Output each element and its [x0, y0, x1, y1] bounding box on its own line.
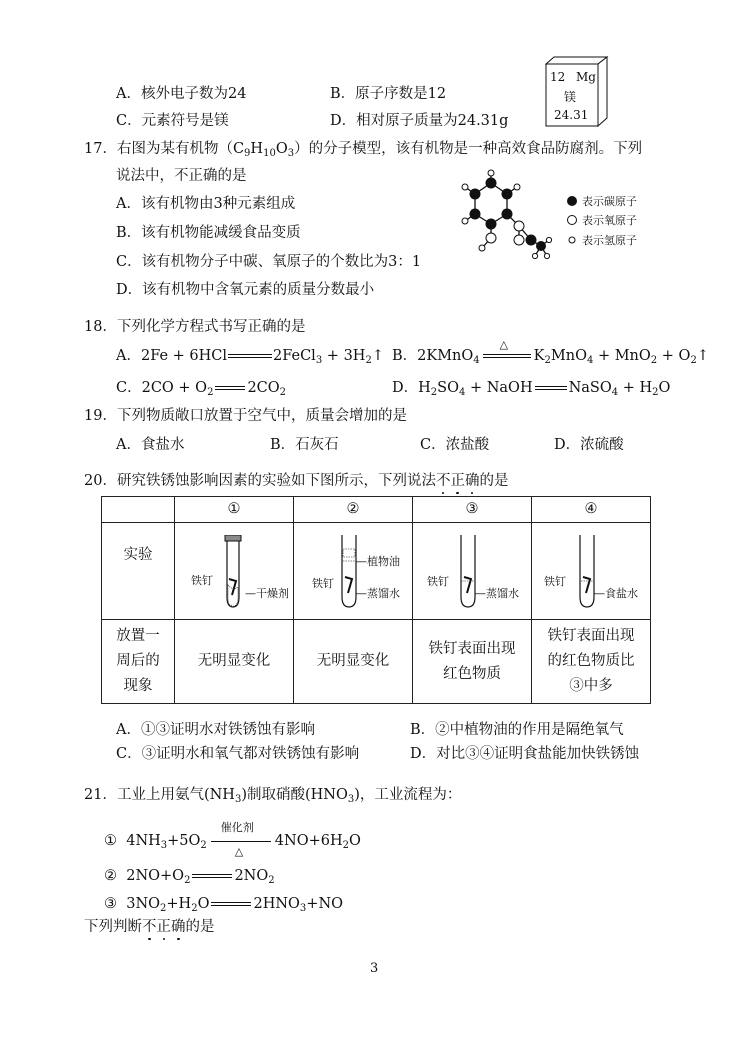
- q20-option-a: A．①③证明水对铁锈蚀有影响: [116, 722, 315, 738]
- q18-option-d: [392, 379, 670, 397]
- q18-a-tail: + 3H: [322, 348, 366, 364]
- q21-equation-1: [104, 821, 361, 858]
- eq-sub: 3: [299, 903, 307, 914]
- heat-icon: △: [499, 338, 509, 351]
- label-nail: 铁钉: [544, 575, 566, 588]
- q18-d-post: NaSO: [568, 380, 612, 396]
- label-desiccant: —干燥剂: [245, 587, 289, 600]
- table-header: ②: [294, 497, 413, 523]
- equal-sign-icon: [535, 380, 567, 396]
- emphasis-char: 确: [171, 919, 186, 935]
- table-header: ④: [532, 497, 651, 523]
- table-corner: [102, 497, 175, 523]
- q21-equation-2: [104, 867, 275, 885]
- q21-sub: 3: [234, 794, 242, 805]
- row1-label: 实验: [123, 547, 153, 563]
- row2-label-line: 周后的: [116, 653, 160, 669]
- test-tube-brine-icon: [572, 535, 602, 615]
- row2-label-line: 放置一: [116, 628, 160, 644]
- table-header: ①: [175, 497, 294, 523]
- row2-label-line: 现象: [123, 678, 153, 694]
- label-water: —蒸馏水: [356, 587, 400, 600]
- catalyst-label: 催化剂: [220, 821, 254, 834]
- q20-option-b: B．②中植物油的作用是隔绝氧气: [410, 722, 624, 738]
- q18-stem: 18．下列化学方程式书写正确的是: [84, 319, 306, 335]
- q17-sub: 9: [244, 148, 251, 159]
- label-nail: 铁钉: [427, 575, 449, 588]
- page-number: 3: [370, 961, 379, 976]
- eq3-mid2: O: [197, 896, 210, 912]
- test-tube-dry-icon: [217, 535, 247, 615]
- result-cell-1: 无明显变化: [175, 620, 294, 704]
- equal-sign-icon: [215, 380, 245, 396]
- molecule-legend: [566, 192, 686, 252]
- experiment-cell-1: [175, 523, 294, 620]
- q18-c-pre: C．2CO + O: [116, 380, 208, 396]
- element-name: 镁: [564, 90, 577, 104]
- q16-option-c: C．元素符号是镁: [116, 113, 229, 129]
- result-line: ③中多: [569, 678, 613, 694]
- eq1-end: O: [349, 833, 361, 849]
- q18-option-b: [392, 338, 709, 366]
- equal-sign-icon: [211, 896, 251, 912]
- eq2-post: 2NO: [234, 868, 269, 884]
- emphasis-char: 不: [435, 473, 451, 489]
- q18-d-mid2: + NaOH: [465, 380, 533, 396]
- q20-option-c: C．③证明水和氧气都对铁锈蚀有影响: [116, 746, 360, 762]
- q17-sub: 10: [263, 148, 276, 159]
- eq-sub: 2: [160, 903, 167, 914]
- q18-option-c: [116, 379, 286, 397]
- q19-stem: 19．下列物质敞口放置于空气中，质量会增加的是: [84, 408, 407, 424]
- eq-num: ①: [104, 833, 117, 849]
- q17-stem-a: 17．右图为某有机物（C: [84, 141, 245, 157]
- heat-icon: △: [234, 845, 244, 858]
- q17-h: H: [250, 141, 264, 157]
- legend-markers: [566, 192, 580, 252]
- element-mass: 24.31: [554, 108, 589, 122]
- q18-sub: 2: [652, 387, 659, 398]
- legend-oxygen: 表示氧原子: [582, 214, 637, 227]
- label-oil: —植物油: [356, 555, 400, 568]
- equal-sign-icon: [192, 868, 232, 884]
- gas-arrow-icon: ↑: [371, 348, 384, 364]
- equal-sign-icon: [483, 348, 531, 364]
- q18-sub: 2: [430, 387, 438, 398]
- q18-sub: 2: [207, 387, 214, 398]
- emphasis-char: 确: [464, 473, 480, 489]
- eq3-post: 2HNO: [253, 896, 300, 912]
- q18-sub: 4: [586, 355, 594, 366]
- q17-o: O: [275, 141, 288, 157]
- q18-b-mid: MnO: [550, 348, 587, 364]
- q20-option-d: D．对比③④证明食盐能加快铁锈蚀: [410, 746, 640, 762]
- q18-b-post: K: [533, 348, 545, 364]
- eq2-pre: 2NO+O: [126, 868, 185, 884]
- q17-stem-line2: 说法中，不正确的是: [116, 168, 247, 184]
- legend-hydrogen: 表示氢原子: [582, 234, 637, 247]
- q18-option-a: [116, 347, 384, 365]
- q21-stem-c: )，工业流程为：: [354, 787, 462, 803]
- q18-d-mid: SO: [437, 380, 459, 396]
- q18-sub: 2: [690, 355, 697, 366]
- row-label-experiment: [102, 523, 175, 620]
- q16-option-b: B．原子序数是12: [330, 86, 447, 102]
- q16-option-a: A．核外电子数为24: [116, 86, 247, 102]
- result-cell-4: [532, 620, 651, 704]
- eq-sub: 2: [191, 903, 198, 914]
- q16-option-d: D．相对原子质量为24.31g: [330, 113, 509, 129]
- q20-stem: [84, 472, 508, 490]
- catalyst-condition: [211, 821, 271, 858]
- gas-arrow-icon: ↑: [696, 348, 709, 364]
- q18-a-post: 2FeCl: [273, 348, 316, 364]
- q18-sub: 4: [473, 355, 480, 366]
- molecule-model: [455, 168, 560, 268]
- eq1-mid: +5O: [167, 833, 201, 849]
- q18-sub: 2: [544, 355, 551, 366]
- q18-sub: 3: [315, 355, 323, 366]
- element-number: 12: [550, 70, 566, 84]
- judge-post: 的是: [185, 919, 215, 935]
- q17-stem-line1: [84, 140, 642, 163]
- q18-b-pre: B．2KMnO: [392, 348, 474, 364]
- q18-a-pre: A．2Fe + 6HCl: [116, 348, 228, 364]
- eq1-pre: 4NH: [126, 833, 161, 849]
- experiment-cell-4: [532, 523, 651, 620]
- eq-num: ②: [104, 868, 117, 884]
- result-line: 铁钉表面出现: [547, 628, 635, 644]
- q18-sub: 4: [458, 387, 466, 398]
- reaction-line: [211, 841, 271, 842]
- label-brine: —食盐水: [594, 587, 638, 600]
- q18-d-tail: + H: [618, 380, 653, 396]
- q21-stem: [84, 786, 461, 804]
- eq3-mid: +H: [166, 896, 192, 912]
- element-tile: [545, 56, 615, 128]
- element-symbol: Mg: [576, 70, 596, 84]
- q19-option-b: B．石灰石: [270, 437, 339, 453]
- eq-sub: 2: [200, 840, 207, 851]
- test-tube-oil-icon: [334, 535, 364, 615]
- eq-sub: 2: [184, 875, 191, 886]
- q21-equation-3: [104, 895, 343, 913]
- test-tube-water-icon: [453, 535, 483, 615]
- carbon-marker-icon: [567, 196, 577, 206]
- result-cell-2: 无明显变化: [294, 620, 413, 704]
- judge-pre: 下列判断: [84, 919, 142, 935]
- eq1-post: 4NO+6H: [274, 833, 343, 849]
- eq3-pre: 3NO: [126, 896, 161, 912]
- result-cell-3: [413, 620, 532, 704]
- eq-num: ③: [104, 896, 117, 912]
- experiment-cell-3: [413, 523, 532, 620]
- q17-sub: 3: [287, 148, 295, 159]
- emphasis-char: 正: [450, 473, 465, 489]
- q18-sub: 2: [365, 355, 372, 366]
- result-line: 的红色物质比: [547, 653, 635, 669]
- q18-sub: 4: [611, 387, 619, 398]
- label-nail: 铁钉: [191, 574, 213, 587]
- q17-option-a: A．该有机物由3种元素组成: [116, 196, 296, 212]
- q18-b-tail: + O: [657, 348, 691, 364]
- equal-sign-icon: [228, 348, 272, 364]
- oxygen-marker-icon: [568, 216, 577, 225]
- q18-d-pre: D．H: [392, 380, 431, 396]
- q18-d-end: O: [658, 380, 671, 396]
- q21-judge: [84, 918, 215, 936]
- experiment-cell-2: [294, 523, 413, 620]
- table-header: ③: [413, 497, 532, 523]
- q21-stem-a: 21．工业上用氨气(NH: [84, 787, 235, 803]
- result-line: 铁钉表面出现: [428, 640, 516, 657]
- experiment-table: [101, 496, 651, 704]
- q17-option-d: D．该有机物中含氧元素的质量分数最小: [116, 282, 375, 298]
- hydrogen-marker-icon: [569, 237, 575, 243]
- q21-sub: 3: [347, 794, 355, 805]
- emphasis-char: 不: [142, 919, 157, 935]
- q17-option-b: B．该有机物能减缓食品变质: [116, 225, 301, 241]
- eq-sub: 2: [268, 875, 275, 886]
- q18-c-post: 2CO: [247, 380, 280, 396]
- q19-option-a: A．食盐水: [116, 437, 185, 453]
- eq-sub: 3: [160, 840, 168, 851]
- label-water: —蒸馏水: [475, 587, 519, 600]
- legend-carbon: 表示碳原子: [582, 195, 637, 208]
- q19-option-c: C．浓盐酸: [420, 437, 490, 453]
- heat-condition: [483, 338, 531, 364]
- result-line: 红色物质: [443, 665, 501, 682]
- eq3-end: +NO: [306, 896, 344, 912]
- row-label-result: [102, 620, 175, 704]
- q17-stem-b: ）的分子模型，该有机物是一种高效食品防腐剂。下列: [294, 141, 643, 157]
- eq-sub: 2: [342, 840, 349, 851]
- q20-stem-pre: 20．研究铁锈蚀影响因素的实验如下图所示，下列说法: [84, 473, 436, 489]
- q18-sub: 2: [650, 355, 658, 366]
- label-nail: 铁钉: [312, 577, 334, 590]
- q18-b-mid2: + MnO: [593, 348, 651, 364]
- q20-stem-post: 的是: [479, 473, 509, 489]
- q17-option-c: C．该有机物分子中碳、氧原子的个数比为3：1: [116, 254, 422, 270]
- emphasis-char: 正: [156, 919, 171, 935]
- q19-option-d: D．浓硫酸: [554, 437, 624, 453]
- q18-sub: 2: [279, 387, 287, 398]
- q21-stem-b: )制取硝酸(HNO: [241, 787, 348, 803]
